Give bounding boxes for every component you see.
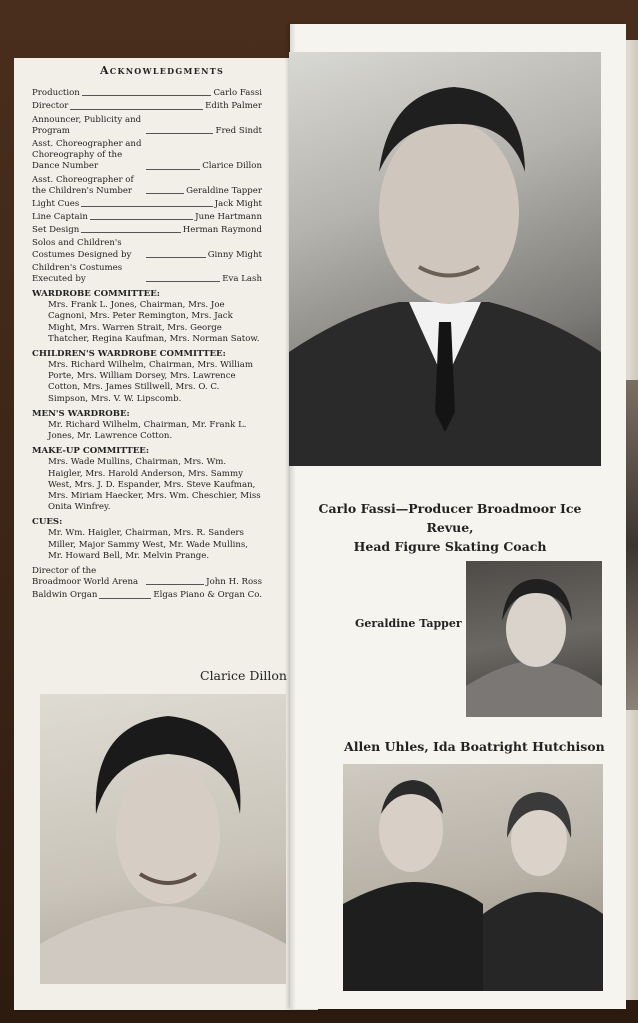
credit-row xyxy=(32,590,262,601)
leader-line xyxy=(146,281,220,282)
credit-role: Asst. Choreographer of the Children's Number xyxy=(32,174,134,196)
credit-row xyxy=(32,115,262,137)
credit-name: John H. Ross xyxy=(206,577,262,588)
committee-title: CHILDREN'S WARDROBE COMMITTEE: xyxy=(32,348,226,359)
leader-line xyxy=(146,584,204,585)
leader-line xyxy=(146,133,213,134)
credit-row xyxy=(32,101,262,112)
clarice-dillon-caption: Clarice Dillon xyxy=(200,668,287,683)
acknowledgments-section xyxy=(32,64,262,604)
committee-title: MAKE-UP COMMITTEE: xyxy=(32,446,150,457)
geraldine-tapper-caption: Geraldine Tapper xyxy=(355,617,462,630)
caption-line: Head Figure Skating Coach xyxy=(353,538,547,554)
leader-line xyxy=(82,95,212,96)
credit-row xyxy=(32,225,262,236)
credit-role: Solos and Children's Costumes Designed by xyxy=(32,238,132,260)
credit-name: Geraldine Tapper xyxy=(186,185,262,196)
credit-row xyxy=(32,139,262,173)
committee-members: Mr. Richard Wilhelm, Chairman, Mr. Frank L. Jones, Mr. Lawrence Cotton. xyxy=(48,419,247,442)
clarice-dillon-photo xyxy=(40,694,286,984)
credit-row xyxy=(32,175,262,197)
credits-list xyxy=(32,88,262,285)
credit-name: Elgas Piano & Organ Co. xyxy=(153,590,262,601)
committee-members: Mrs. Frank L. Jones, Chairman, Mrs. Joe Cagnoni, Mrs. Peter Remington, Mrs. Jack Might, Mrs. Warren Strait, Mrs. George Thatcher, Regina Kaufman, Mrs. Norman Satow. xyxy=(48,300,260,344)
committee-title: WARDROBE COMMITTEE: xyxy=(32,289,160,300)
credit-role: Director xyxy=(32,101,69,112)
portrait-illustration xyxy=(40,694,286,984)
credit-row xyxy=(32,199,262,210)
committees-list xyxy=(32,289,262,562)
leader-line xyxy=(146,257,206,258)
portrait-illustration xyxy=(289,52,601,466)
acknowledgments-title: Acknowledgments xyxy=(99,64,225,77)
credit-role: Light Cues xyxy=(32,198,80,209)
credit-role: Announcer, Publicity and Program xyxy=(32,114,142,136)
uhles-hutchison-photo xyxy=(343,764,603,991)
credit-name: Jack Might xyxy=(214,198,262,209)
committee-members: Mrs. Wade Mullins, Chairman, Mrs. Wm. Haigler, Mrs. Harold Anderson, Mrs. Sammy West, Mrs. J. D. Espander, Mrs. Steve Kaufman, Mrs. Miriam Haecker, Mrs. Wm. Cheschier, Miss Onita Winfrey. xyxy=(48,457,261,513)
credit-role: Set Design xyxy=(32,225,80,236)
committee-members: Mrs. Richard Wilhelm, Chairman, Mrs. William Porte, Mrs. William Dorsey, Mrs. Lawrence Cotton, Mrs. James Stillwell, Mrs. O. C. Simpson, Mrs. V. W. Lipscomb. xyxy=(48,360,254,404)
credit-row xyxy=(32,88,262,99)
credit-row xyxy=(32,212,262,223)
leader-line xyxy=(146,169,200,170)
credit-name: Ginny Might xyxy=(207,249,262,260)
credit-name: Carlo Fassi xyxy=(213,88,262,99)
uhles-hutchison-caption: Allen Uhles, Ida Boatright Hutchison xyxy=(344,739,605,754)
carlo-fassi-caption xyxy=(300,500,600,556)
leader-line xyxy=(81,206,212,207)
credit-role: Line Captain xyxy=(32,212,88,223)
credit-name: Fred Sindt xyxy=(215,125,262,136)
committee-members: Mr. Wm. Haigler, Chairman, Mrs. R. Sanders Miller, Major Sammy West, Mr. Wade Mullins, Mr. Howard Bell, Mr. Melvin Prange. xyxy=(48,528,249,561)
committee-title: MEN'S WARDROBE: xyxy=(32,408,130,419)
credit-name: Clarice Dillon xyxy=(202,161,262,172)
committee-title: CUES: xyxy=(32,517,63,528)
portrait-illustration xyxy=(466,561,602,717)
credit-name: Edith Palmer xyxy=(205,101,262,112)
caption-line: Carlo Fassi—Producer Broadmoor Ice Revue, xyxy=(318,501,582,535)
carlo-fassi-photo xyxy=(289,52,601,466)
credit-name: Herman Raymond xyxy=(182,225,262,236)
leader-line xyxy=(146,193,184,194)
footer-credits-list xyxy=(32,566,262,602)
portrait-illustration xyxy=(343,764,603,991)
leader-line xyxy=(90,219,193,220)
credit-role: Asst. Choreographer and Choreography of the Dance Number xyxy=(32,138,142,172)
geraldine-tapper-photo xyxy=(466,561,602,717)
credit-name: Eva Lash xyxy=(222,273,262,284)
credit-row xyxy=(32,566,262,588)
credit-name: June Hartmann xyxy=(195,212,262,223)
credit-row xyxy=(32,238,262,260)
credit-role: Baldwin Organ xyxy=(32,590,98,601)
credit-row xyxy=(32,263,262,285)
leader-line xyxy=(99,598,151,599)
credit-role: Director of the Broadmoor World Arena xyxy=(32,566,139,588)
credit-role: Production xyxy=(32,88,80,99)
credit-role: Children's Costumes Executed by xyxy=(32,262,123,284)
leader-line xyxy=(81,232,180,233)
leader-line xyxy=(70,109,203,110)
